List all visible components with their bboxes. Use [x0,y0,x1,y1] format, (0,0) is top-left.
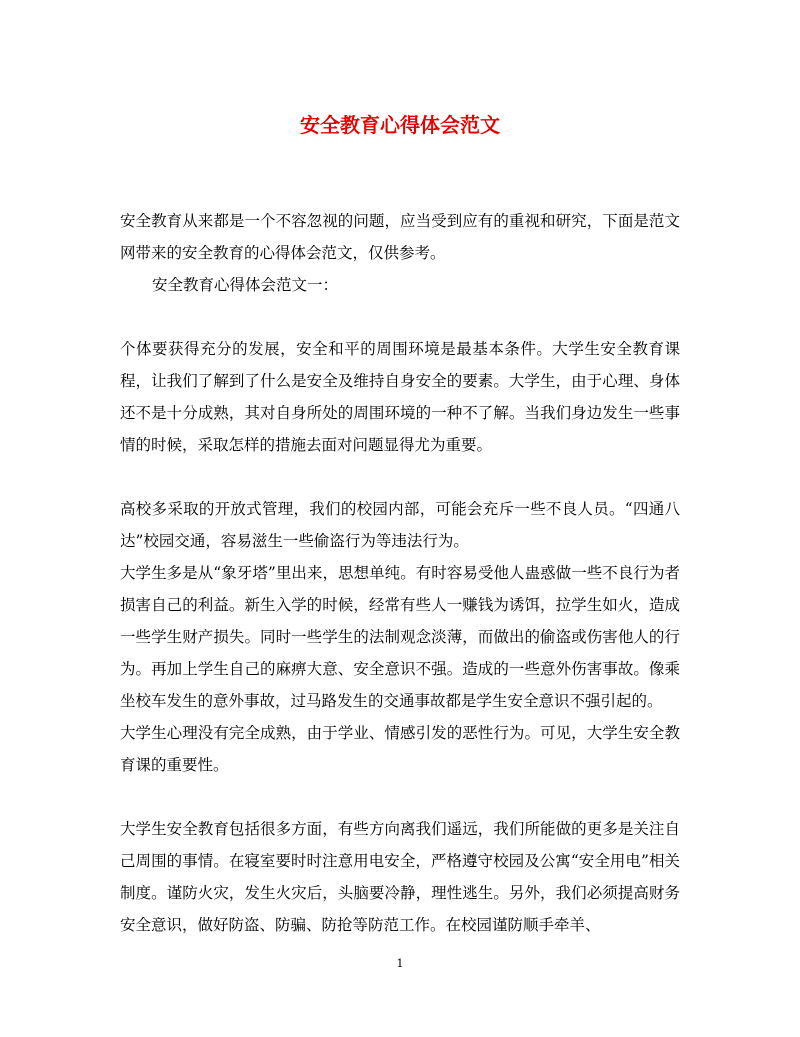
page-number: 1 [396,957,404,970]
body-paragraph: 个体要获得充分的发展，安全和平的周围环境是最基本条件。大学生安全教育课程，让我们了解到了什么是安全及维持自身安全的要素。大学生，由于心理、身体还不是十分成熟，其对自身所处的周围环境的一种不了解。当我们身边发生一些事情的时候，采取怎样的措施去面对问题显得尤为重要。 [120,340,680,454]
document-body [120,205,680,941]
body-paragraph: 大学生安全教育包括很多方面，有些方向离我们遥远，我们所能做的更多是关注自己周围的事情。在寝室要时时注意用电安全，严格遵守校园及公寓“安全用电”相关制度。谨防火灾，发生火灾后，头脑要冷静，理性逃生。另外，我们必须提高财务安全意识，做好防盗、防骗、防抢等防范工作。在校园谨防顺手牵羊、 [120,820,680,934]
body-paragraph: 大学生多是从“象牙塔”里出来，思想单纯。有时容易受他人蛊惑做一些不良行为者损害自己的利益。新生入学的时候，经常有些人一赚钱为诱饵，拉学生如火，造成一些学生财产损失。同时一些学生的法制观念淡薄，而做出的偷盗或伤害他人的行为。再加上学生自己的麻痹大意、安全意识不强。造成的一些意外伤害事故。像乘坐校车发生的意外事故，过马路发生的交通事故都是学生安全意识不强引起的。 [120,564,680,710]
intro-paragraph: 安全教育从来都是一个不容忽视的问题，应当受到应有的重视和研究，下面是范文网带来的安全教育的心得体会范文，仅供参考。 [120,212,680,262]
body-paragraph: 高校多采取的开放式管理，我们的校园内部，可能会充斥一些不良人员。“四通八达”校园交通，容易滋生一些偷盗行为等违法行为。 [120,500,680,550]
paragraph-spacer [120,781,680,813]
paragraph-spacer [120,301,680,333]
body-paragraph: 大学生心理没有完全成熟，由于学业、情感引发的恶性行为。可见，大学生安全教育课的重要性。 [120,724,680,774]
page-title: 安全教育心得体会范文 [300,113,500,137]
paragraph-spacer [120,461,680,493]
section-heading: 安全教育心得体会范文一： [152,276,339,294]
